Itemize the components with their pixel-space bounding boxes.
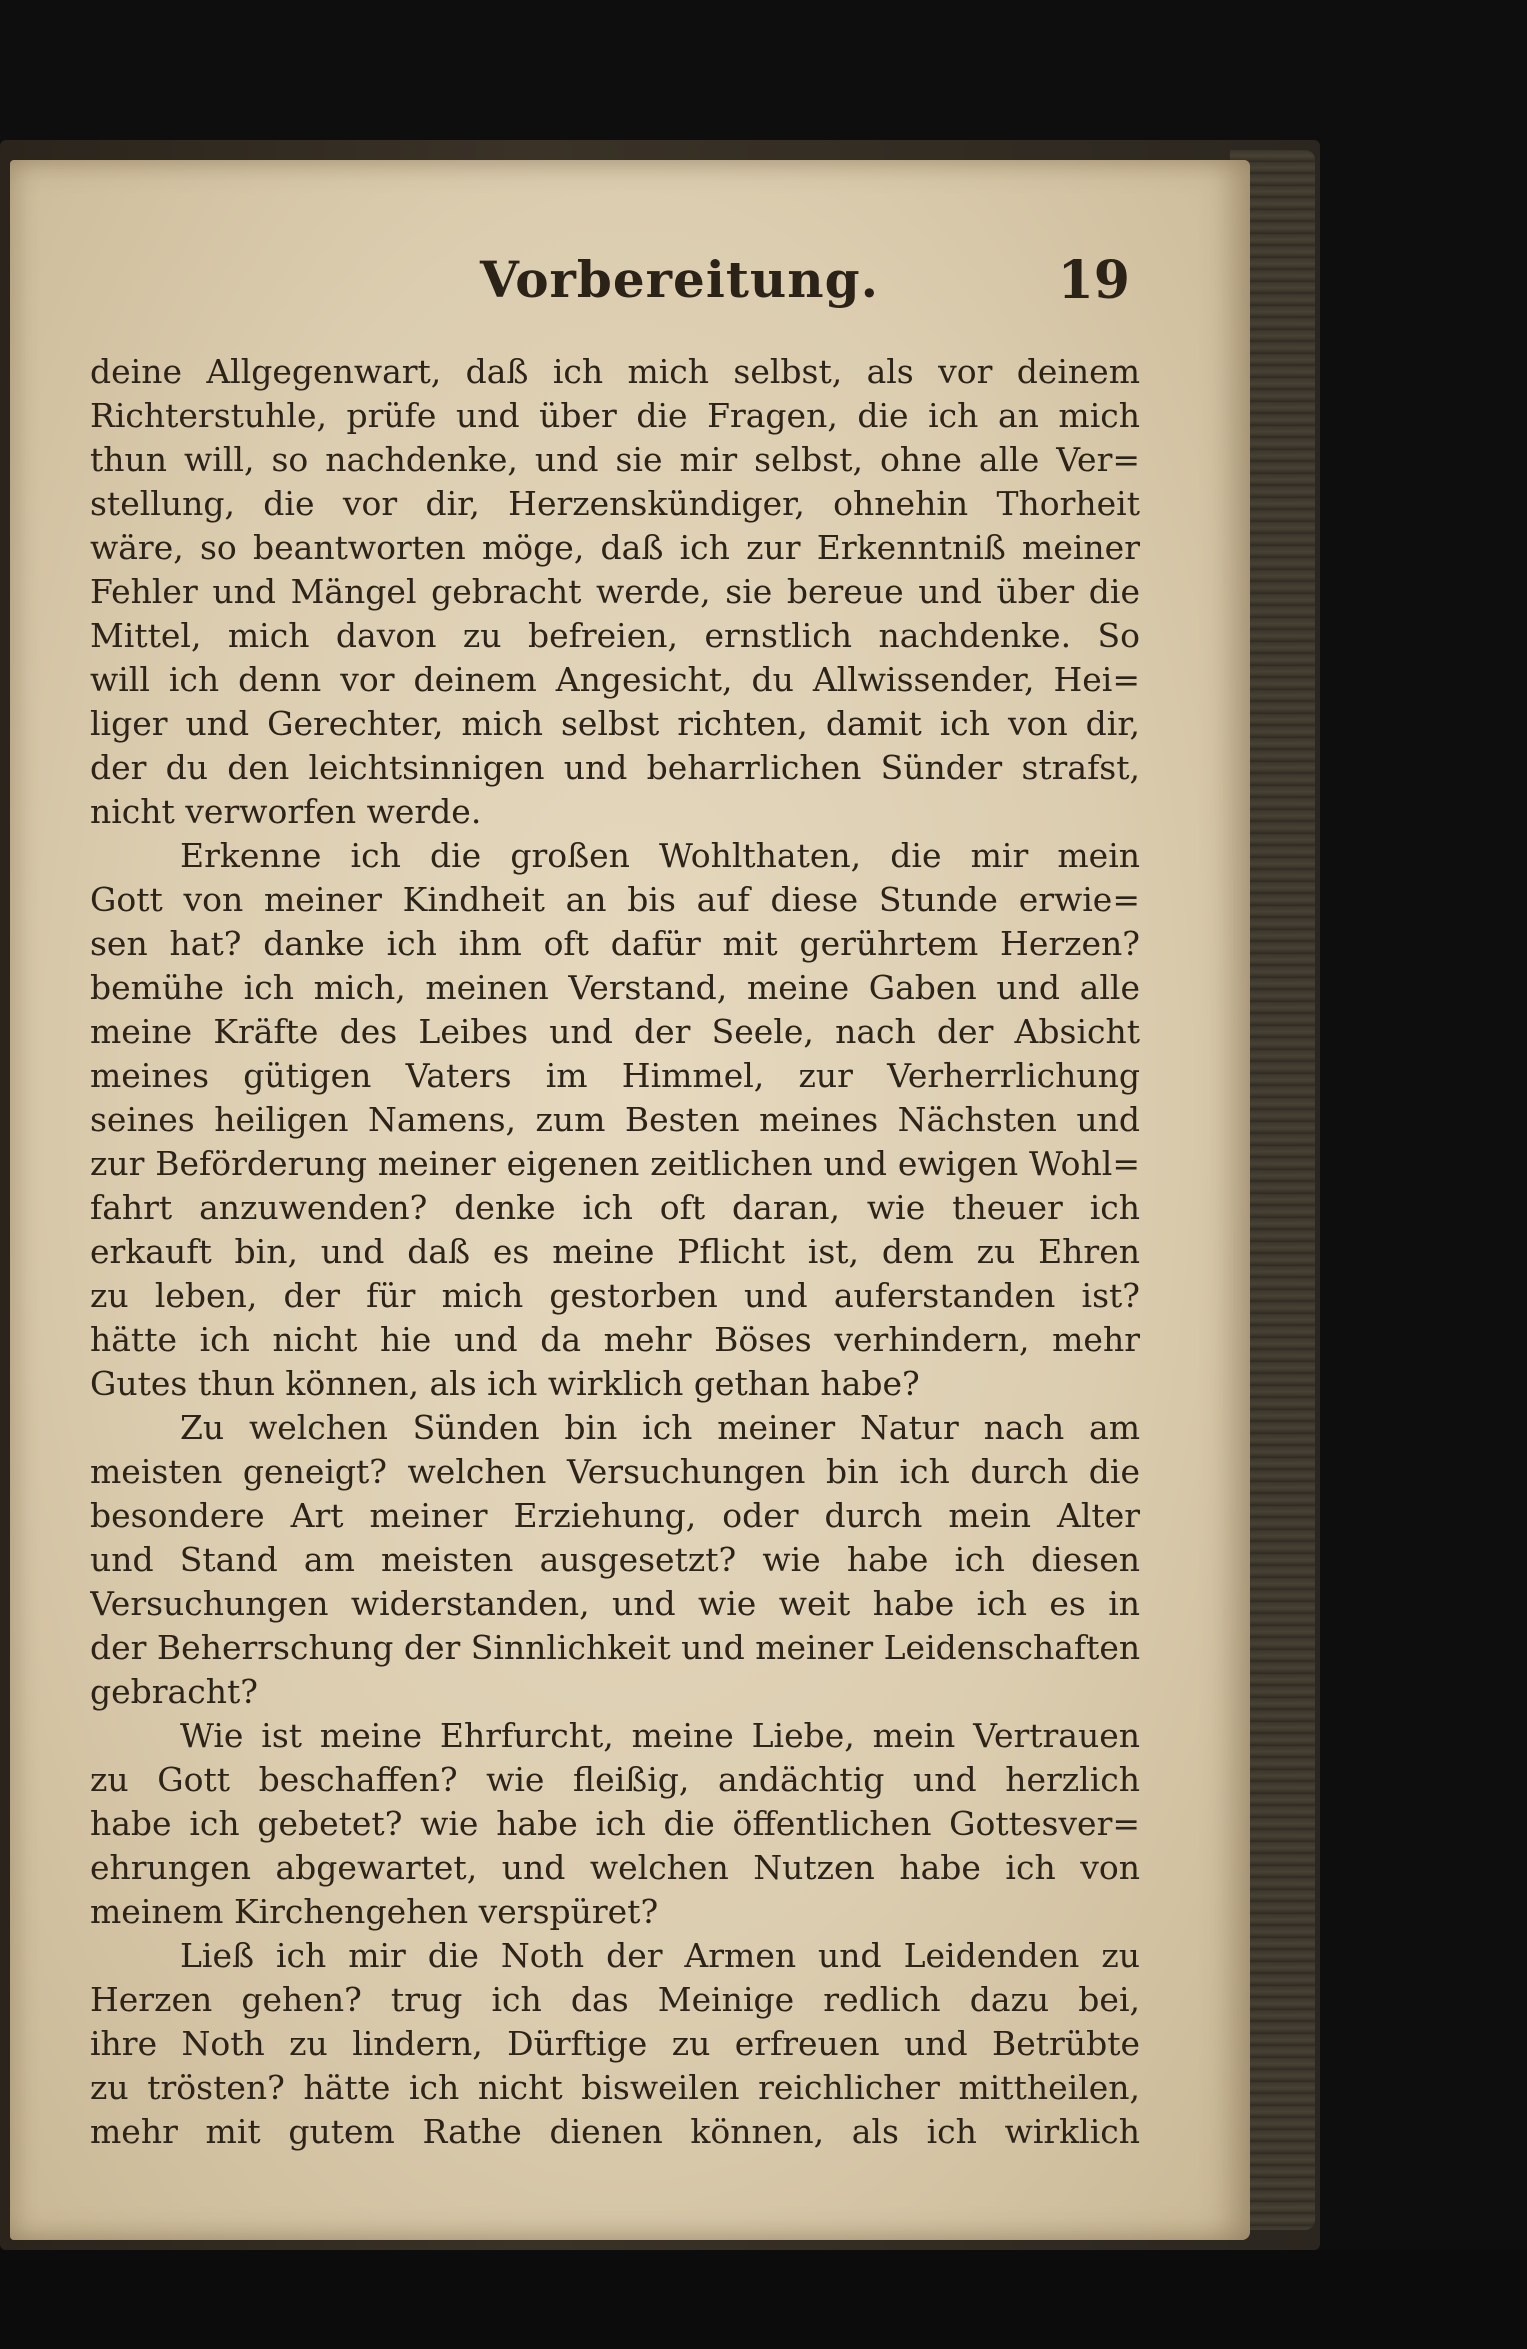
book-page: [10, 160, 1250, 2240]
text-line: seines heiligen Namens, zum Besten meines Nächsten und: [90, 1100, 1140, 1139]
text-line: wäre, so beantworten möge, daß ich zur Erkenntniß meiner: [90, 528, 1140, 567]
text-line: meine Kräfte des Leibes und der Seele, nach der Absicht: [90, 1012, 1140, 1051]
page-number: 19: [1057, 250, 1130, 311]
text-line: meinem Kirchengehen verspüret?: [90, 1892, 659, 1931]
text-line: Richterstuhle, prüfe und über die Fragen, die ich an mich: [90, 396, 1140, 435]
text-line: stellung, die vor dir, Herzenskündiger, ohnehin Thorheit: [90, 484, 1140, 523]
text-line: gebracht?: [90, 1672, 258, 1711]
text-line: Fehler und Mängel gebracht werde, sie bereue und über die: [90, 572, 1140, 611]
text-line: sen hat? danke ich ihm oft dafür mit gerührtem Herzen?: [90, 924, 1140, 963]
text-line: habe ich gebetet? wie habe ich die öffentlichen Gottesver=: [90, 1804, 1140, 1843]
text-line: meines gütigen Vaters im Himmel, zur Verherrlichung: [90, 1056, 1140, 1095]
running-head: Vorbereitung.: [480, 250, 879, 309]
text-line: zu trösten? hätte ich nicht bisweilen reichlicher mittheilen,: [90, 2068, 1140, 2107]
text-line: und Stand am meisten ausgesetzt? wie habe ich diesen: [90, 1540, 1140, 1579]
background: [0, 2250, 1527, 2349]
text-line: meisten geneigt? welchen Versuchungen bin ich durch die: [90, 1452, 1140, 1491]
text-line: Zu welchen Sünden bin ich meiner Natur nach am: [180, 1408, 1140, 1447]
text-line: liger und Gerechter, mich selbst richten, damit ich von dir,: [90, 704, 1140, 743]
text-line: Mittel, mich davon zu befreien, ernstlich nachdenke. So: [90, 616, 1140, 655]
text-line: Versuchungen widerstanden, und wie weit habe ich es in: [90, 1584, 1140, 1623]
text-line: bemühe ich mich, meinen Verstand, meine Gaben und alle: [90, 968, 1140, 1007]
text-line: Gutes thun können, als ich wirklich gethan habe?: [90, 1364, 920, 1403]
text-line: thun will, so nachdenke, und sie mir selbst, ohne alle Ver=: [90, 440, 1140, 479]
text-line: zur Beförderung meiner eigenen zeitlichen und ewigen Wohl=: [90, 1144, 1140, 1183]
text-line: mehr mit gutem Rathe dienen können, als ich wirklich: [90, 2112, 1140, 2151]
text-line: Ließ ich mir die Noth der Armen und Leidenden zu: [180, 1936, 1140, 1975]
text-line: zu leben, der für mich gestorben und auferstanden ist?: [90, 1276, 1140, 1315]
text-line: Gott von meiner Kindheit an bis auf diese Stunde erwie=: [90, 880, 1140, 919]
text-line: nicht verworfen werde.: [90, 792, 482, 831]
text-line: Erkenne ich die großen Wohlthaten, die mir mein: [180, 836, 1140, 875]
text-line: Wie ist meine Ehrfurcht, meine Liebe, mein Vertrauen: [180, 1716, 1140, 1755]
text-line: Herzen gehen? trug ich das Meinige redlich dazu bei,: [90, 1980, 1140, 2019]
text-line: ehrungen abgewartet, und welchen Nutzen habe ich von: [90, 1848, 1140, 1887]
text-line: ihre Noth zu lindern, Dürftige zu erfreuen und Betrübte: [90, 2024, 1140, 2063]
text-line: besondere Art meiner Erziehung, oder durch mein Alter: [90, 1496, 1140, 1535]
page-header: [100, 250, 1130, 340]
text-line: fahrt anzuwenden? denke ich oft daran, wie theuer ich: [90, 1188, 1140, 1227]
text-line: erkauft bin, und daß es meine Pflicht ist, dem zu Ehren: [90, 1232, 1140, 1271]
text-line: hätte ich nicht hie und da mehr Böses verhindern, mehr: [90, 1320, 1140, 1359]
text-line: zu Gott beschaffen? wie fleißig, andächtig und herzlich: [90, 1760, 1140, 1799]
text-line: der Beherrschung der Sinnlichkeit und meiner Leidenschaften: [90, 1628, 1140, 1667]
text-line: der du den leichtsinnigen und beharrlichen Sünder strafst,: [90, 748, 1140, 787]
body-text: [90, 350, 1140, 2154]
text-line: will ich denn vor deinem Angesicht, du Allwissender, Hei=: [90, 660, 1140, 699]
text-line: deine Allgegenwart, daß ich mich selbst, als vor deinem: [90, 352, 1140, 391]
